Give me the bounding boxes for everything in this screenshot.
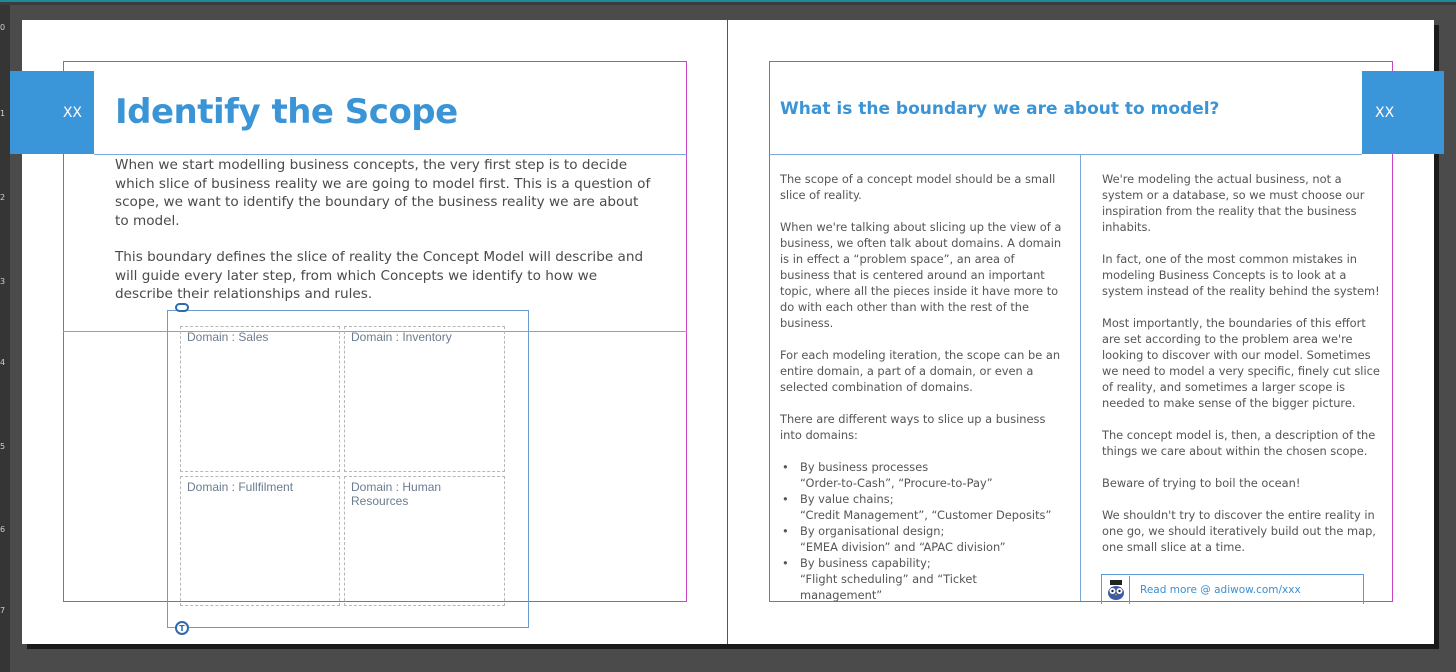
- column-divider: [1080, 154, 1081, 601]
- bullet-example: “Flight scheduling” and “Ticket management”: [800, 572, 977, 602]
- read-more-text[interactable]: Read more @ adiwow.com/xxx: [1140, 583, 1301, 596]
- frame-top-handle-icon[interactable]: [175, 303, 189, 312]
- top-toolbar-edge: [0, 0, 1456, 5]
- page-spine: [727, 20, 728, 644]
- text-column-right[interactable]: [1102, 171, 1384, 571]
- left-chapter-tab[interactable]: [10, 71, 94, 154]
- right-chapter-tab[interactable]: [1362, 71, 1444, 154]
- ruler-number: 3: [0, 277, 6, 286]
- bullet-example: “EMEA division” and “APAC division”: [800, 540, 1006, 554]
- left-tab-label: XX: [62, 104, 82, 121]
- left-header-guide: [94, 154, 687, 155]
- col2-paragraph: We shouldn't try to discover the entire reality in one go, we should iteratively build out the map, one small slice at a time.: [1102, 508, 1376, 554]
- domain-box-inventory[interactable]: [344, 326, 505, 472]
- bullet-label: By business processes: [800, 460, 929, 474]
- domain-box-sales[interactable]: [180, 326, 340, 472]
- ruler-number: 5: [0, 442, 6, 451]
- list-item: [780, 491, 1062, 523]
- vertical-ruler[interactable]: [0, 5, 10, 672]
- page-title[interactable]: Identify the Scope: [115, 92, 458, 132]
- ruler-number: 1: [0, 109, 6, 118]
- right-tab-label: XX: [1375, 104, 1395, 121]
- read-more-link[interactable]: [1101, 574, 1364, 604]
- bullet-label: By organisational design;: [800, 524, 945, 538]
- bullet-example: “Order-to-Cash”, “Procure-to-Pay”: [800, 476, 993, 490]
- right-header-guide: [769, 154, 1362, 155]
- col1-paragraph: For each modeling iteration, the scope can be an entire domain, a part of a domain, or even a selected combination of domains.: [780, 348, 1061, 394]
- owl-logo-icon: [1102, 576, 1130, 604]
- bullet-label: By business capability;: [800, 556, 931, 570]
- col2-paragraph: Beware of trying to boil the ocean!: [1102, 476, 1301, 490]
- intro-paragraph-1[interactable]: When we start modelling business concepts, the very first step is to decide which slice of business reality we are going to model first. This is a question of scope, we want to identify the boundary of the business reality we are about to model.: [115, 157, 651, 229]
- col1-paragraph: There are different ways to slice up a business into domains:: [780, 412, 1046, 442]
- domain-label: Domain : Inventory: [351, 330, 452, 344]
- domain-label: Domain : Human Resources: [351, 480, 442, 508]
- ruler-number: 0: [0, 23, 6, 32]
- col2-paragraph: In fact, one of the most common mistakes in modeling Business Concepts is to look at a system instead of the reality behind the system!: [1102, 252, 1380, 298]
- col2-paragraph: We're modeling the actual business, not a system or a database, so we must choose our inspiration from the reality that the business inhabits.: [1102, 172, 1365, 234]
- domain-box-fulfilment[interactable]: [180, 476, 340, 606]
- list-item: [780, 523, 1062, 555]
- list-item: [780, 459, 1062, 491]
- list-item: [780, 555, 1062, 603]
- col2-paragraph: Most importantly, the boundaries of this effort are set according to the problem area we're looking to discover with our model. Sometimes we need to model a very specific, finely cut slice of reality, and sometimes a larger scope is needed to make sense of the bigger picture.: [1102, 316, 1380, 410]
- bullet-example: “Credit Management”, “Customer Deposits”: [800, 508, 1052, 522]
- text-column-left[interactable]: [780, 171, 1062, 603]
- col2-paragraph: The concept model is, then, a description of the things we care about within the chosen scope.: [1102, 428, 1376, 458]
- domain-box-human-resources[interactable]: [344, 476, 505, 606]
- col1-paragraph: When we're talking about slicing up the view of a business, we often talk about domains. A domain is in effect a “problem space”, an area of business that is centered around an important topic, where all the pieces inside it have more to do with each other than with the rest of the business.: [780, 220, 1062, 330]
- frame-bottom-handle-icon[interactable]: T: [175, 621, 189, 635]
- ruler-number: 2: [0, 193, 6, 202]
- section-heading[interactable]: What is the boundary we are about to model?: [780, 99, 1220, 119]
- domain-label: Domain : Sales: [187, 330, 269, 344]
- ruler-number: 4: [0, 358, 6, 367]
- intro-paragraph-2[interactable]: This boundary defines the slice of reality the Concept Model will describe and will guide every later step, from which Concepts we identify to how we describe their relationships and rules.: [115, 249, 644, 302]
- domain-slicing-list: [780, 459, 1062, 603]
- domain-label: Domain : Fullfilment: [187, 480, 294, 494]
- ruler-number: 6: [0, 525, 6, 534]
- bullet-label: By value chains;: [800, 492, 894, 506]
- ruler-number: 7: [0, 606, 6, 615]
- col1-paragraph: The scope of a concept model should be a small slice of reality.: [780, 172, 1056, 202]
